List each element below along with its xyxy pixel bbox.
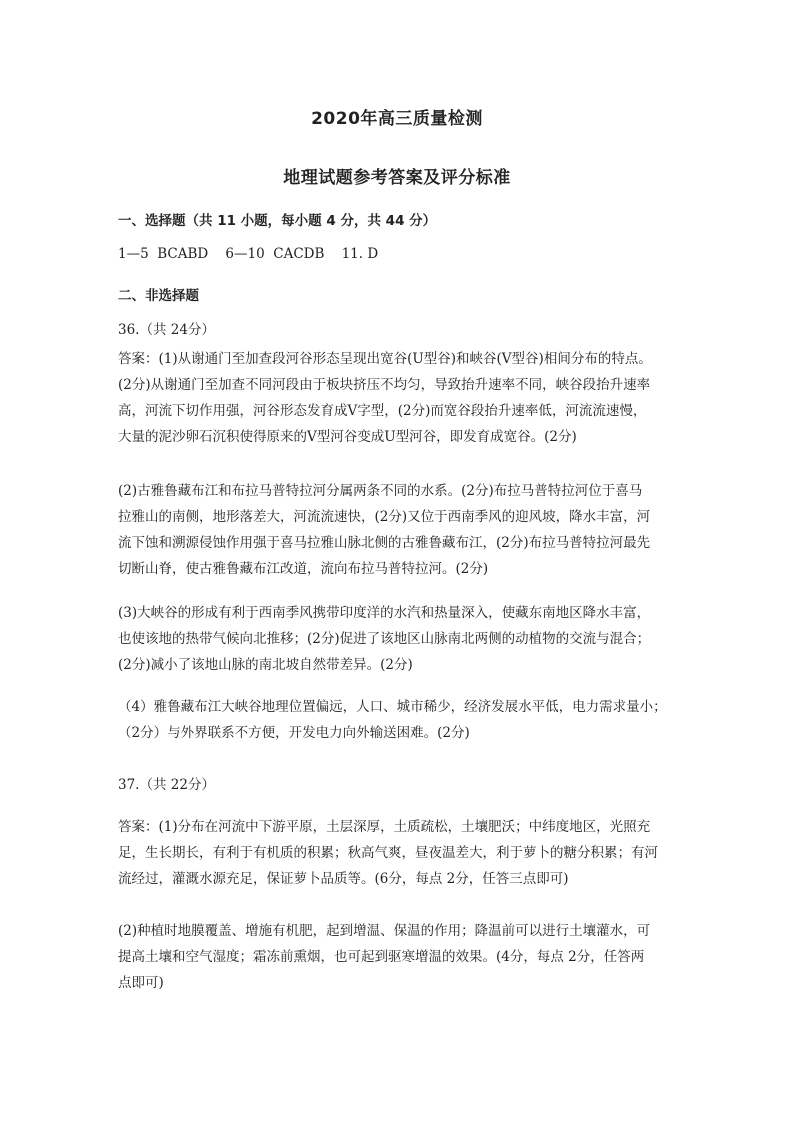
text-line: (3)大峡谷的形成有利于西南季风携带印度洋的水汽和热量深入，使藏东南地区降水丰富， xyxy=(118,605,651,621)
section-heading-nonchoice: 二、非选择题 xyxy=(118,288,199,304)
text-line: （4）雅鲁藏布江大峡谷地理位置偏远，人口、城市稀少，经济发展水平低，电力需求量小； xyxy=(118,699,667,715)
text-line: 答案：(1)分布在河流中下游平原，土层深厚，土质疏松，土壤肥沃；中纬度地区，光照充 xyxy=(118,819,651,835)
document-subtitle: 地理试题参考答案及评分标准 xyxy=(283,168,511,188)
text-line: 流经过，灌溉水源充足，保证萝卜品质等。(6分，每点 2分，任答三点即可) xyxy=(118,871,569,887)
q36-answer-4 xyxy=(118,694,683,746)
q37-answer-1 xyxy=(118,814,683,892)
document-title: 2020年高三质量检测 xyxy=(311,109,483,129)
text-line: 拉雅山的南侧，地形落差大，河流流速快，(2分)又位于西南季风的迎风坡，降水丰富，河 xyxy=(118,509,651,525)
text-line: 高，河流下切作用强，河谷形态发育成V字型，(2分)而宽谷段抬升速率低，河流流速慢， xyxy=(118,403,647,419)
question-36-label: 36.（共 24分） xyxy=(118,322,215,338)
text-line: (2分)从谢通门至加查不同河段由于板块挤压不均匀，导致抬升速率不同，峡谷段抬升速率 xyxy=(118,377,651,393)
text-line: 大量的泥沙卵石沉积使得原来的V型河谷变成U型河谷，即发育成宽谷。(2分) xyxy=(118,429,577,445)
text-line: (2)种植时地膜覆盖、增施有机肥，起到增温、保温的作用；降温前可以进行土壤灌水，可 xyxy=(118,923,651,939)
text-line: (2)古雅鲁藏布江和布拉马普特拉河分属两条不同的水系。(2分)布拉马普特拉河位于喜马 xyxy=(118,483,643,499)
text-line: 提高土壤和空气湿度；霜冻前熏烟，也可起到驱寒增温的效果。(4分，每点 2分，任答两 xyxy=(118,949,645,965)
text-line: 答案：(1)从谢通门至加查段河谷形态呈现出宽谷(U型谷)和峡谷(V型谷)相间分布的特点。 xyxy=(118,351,652,367)
text-line: (2分)减小了该地山脉的南北坡自然带差异。(2分) xyxy=(118,657,413,673)
q36-answer-2 xyxy=(118,478,683,582)
text-line: 足，生长期长，有利于有机质的积累；秋高气爽，昼夜温差大，利于萝卜的糖分积累；有河 xyxy=(118,845,658,861)
q36-answer-1 xyxy=(118,346,683,450)
q37-answer-2 xyxy=(118,918,683,996)
text-line: 切断山脊，使古雅鲁藏布江改道，流向布拉马普特拉河。(2分) xyxy=(118,561,489,577)
choice-answers: 1—5 BCABD 6—10 CACDB 11. D xyxy=(118,246,379,262)
text-line: （2分）与外界联系不方便，开发电力向外输送困难。(2分) xyxy=(118,725,470,741)
text-line: 也使该地的热带气候向北推移；(2分)促进了该地区山脉南北两侧的动植物的交流与混合； xyxy=(118,631,651,647)
section-heading-choice: 一、选择题（共 11 小题，每小题 4 分，共 44 分） xyxy=(118,213,437,229)
text-line: 流下蚀和溯源侵蚀作用强于喜马拉雅山脉北侧的古雅鲁藏布江，(2分)布拉马普特拉河最先 xyxy=(118,535,651,551)
q36-answer-3 xyxy=(118,600,683,678)
text-line: 点即可) xyxy=(118,975,164,991)
question-37-label: 37.（共 22分） xyxy=(118,777,215,793)
